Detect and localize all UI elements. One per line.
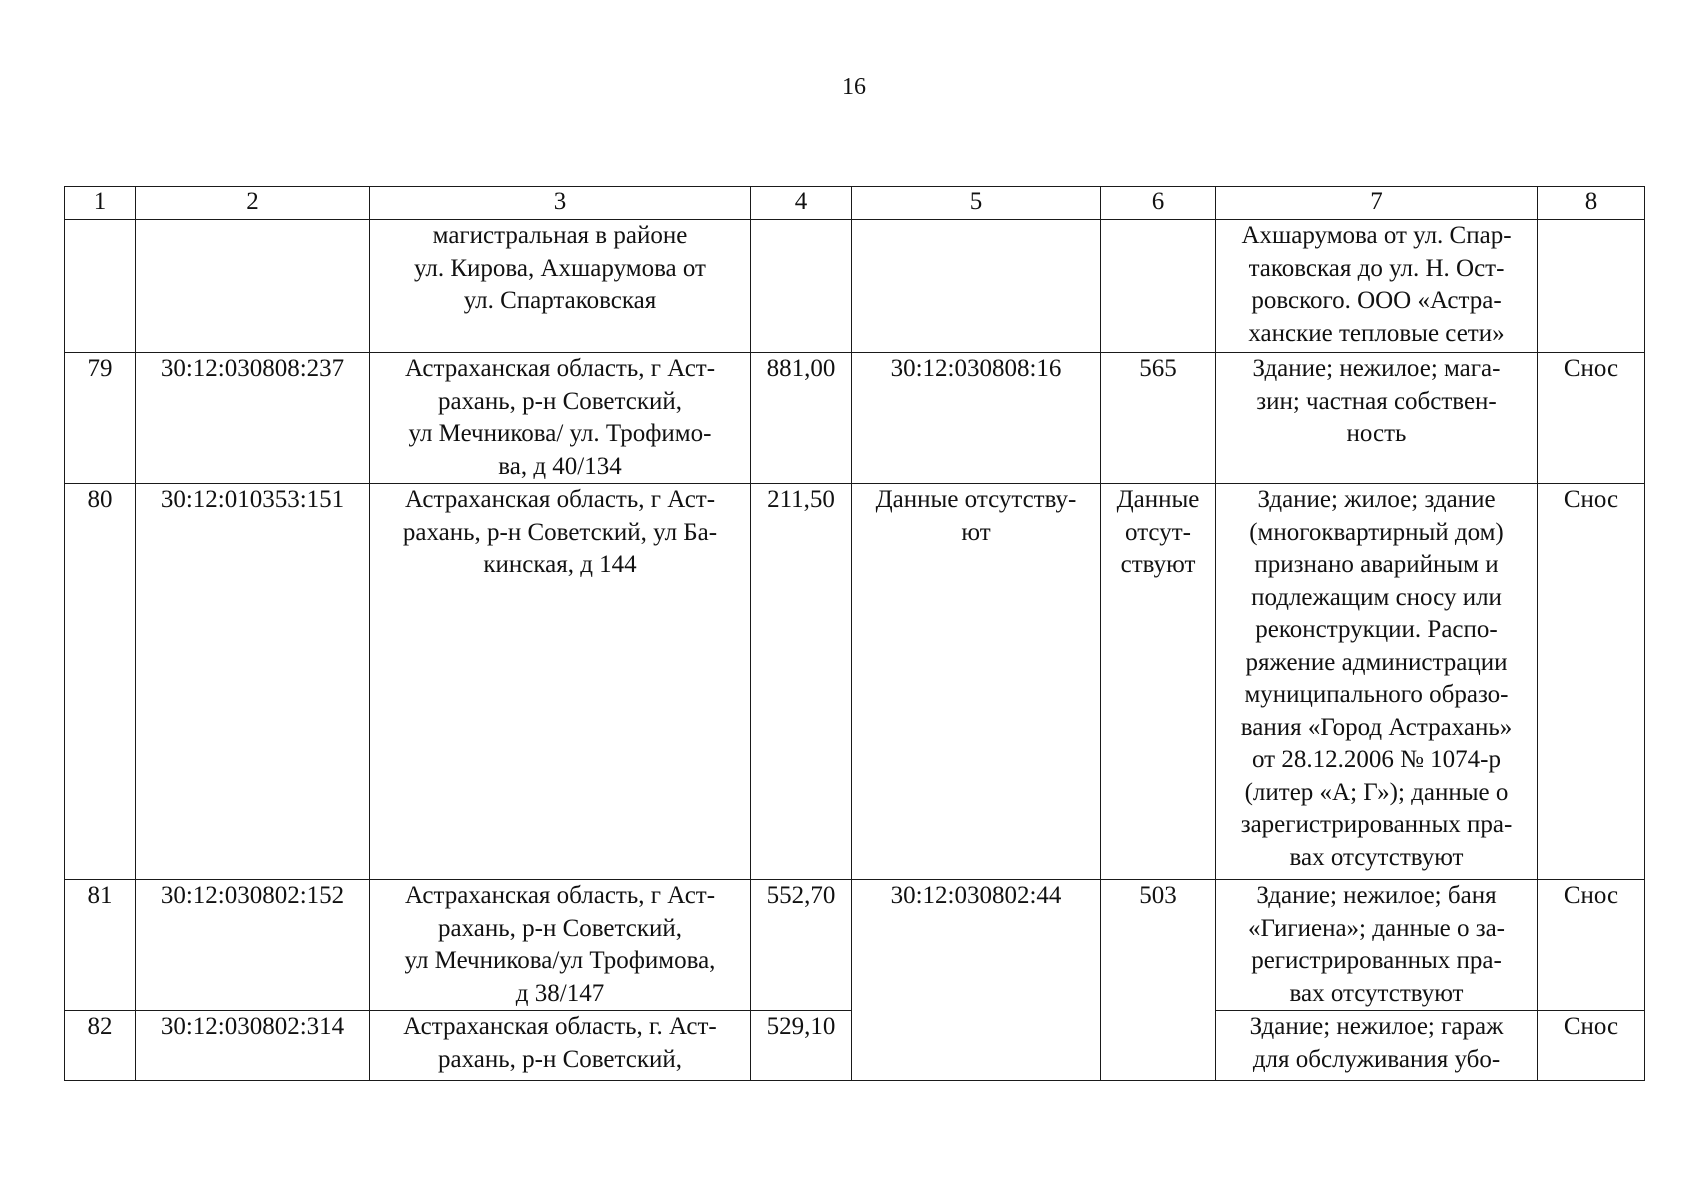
address-cell: Астраханская область, г Аст- рахань, р-н Советский, ул Мечникова/ул Трофимова, д 38/147 xyxy=(370,880,751,1011)
row-number: 81 xyxy=(65,880,136,1011)
column-number-6: 6 xyxy=(1101,187,1216,220)
continuation-row xyxy=(65,220,1645,353)
cadastral-number: 30:12:030802:152 xyxy=(136,880,370,1011)
column-number-2: 2 xyxy=(136,187,370,220)
action-cell: Снос xyxy=(1538,1011,1645,1081)
page-number: 16 xyxy=(842,74,866,100)
address-cell: Астраханская область, г Аст- рахань, р-н Советский, ул Ба- кинская, д 144 xyxy=(370,484,751,880)
column-number-3: 3 xyxy=(370,187,751,220)
table-row xyxy=(65,880,1645,1011)
registry-table xyxy=(64,186,1645,1081)
description-cell: Здание; нежилое; мага- зин; частная собствен- ность xyxy=(1216,353,1538,484)
area-cell: 881,00 xyxy=(751,353,852,484)
action-cell: Снос xyxy=(1538,484,1645,880)
row-number: 80 xyxy=(65,484,136,880)
row-number: 79 xyxy=(65,353,136,484)
land-area-cell: 565 xyxy=(1101,353,1216,484)
continuation-cell-2 xyxy=(136,220,370,353)
description-cell: Здание; жилое; здание (многоквартирный дом) признано аварийным и подлежащим сносу или реконструкции. Распо- ряжение администрации муниципального образо- вания «Город Астрахань» от 28.12.2006 № 1074-р (литер «А; Г»); данные о зарегистрированных пра- вах отсутствуют xyxy=(1216,484,1538,880)
continuation-cell-4 xyxy=(751,220,852,353)
table-row xyxy=(65,484,1645,880)
land-cadastral-cell: 30:12:030808:16 xyxy=(852,353,1101,484)
row-number: 82 xyxy=(65,1011,136,1081)
continuation-cell-8 xyxy=(1538,220,1645,353)
address-cell: Астраханская область, г Аст- рахань, р-н Советский, ул Мечникова/ ул. Трофимо- ва, д 40/134 xyxy=(370,353,751,484)
continuation-cell-1 xyxy=(65,220,136,353)
land-area-cell: 503 xyxy=(1101,880,1216,1081)
land-area-cell: Данные отсут- ствуют xyxy=(1101,484,1216,880)
column-number-row xyxy=(65,187,1645,220)
continuation-address: магистральная в районе ул. Кирова, Ахшарумова от ул. Спартаковская xyxy=(370,220,751,353)
land-cadastral-cell: Данные отсутству- ют xyxy=(852,484,1101,880)
address-cell: Астраханская область, г. Аст- рахань, р-н Советский, xyxy=(370,1011,751,1081)
column-number-7: 7 xyxy=(1216,187,1538,220)
continuation-cell-5 xyxy=(852,220,1101,353)
cadastral-number: 30:12:030802:314 xyxy=(136,1011,370,1081)
action-cell: Снос xyxy=(1538,880,1645,1011)
continuation-cell-6 xyxy=(1101,220,1216,353)
area-cell: 529,10 xyxy=(751,1011,852,1081)
cadastral-number: 30:12:010353:151 xyxy=(136,484,370,880)
area-cell: 552,70 xyxy=(751,880,852,1011)
table-row xyxy=(65,353,1645,484)
area-cell: 211,50 xyxy=(751,484,852,880)
column-number-8: 8 xyxy=(1538,187,1645,220)
description-cell: Здание; нежилое; гараж для обслуживания убо- xyxy=(1216,1011,1538,1081)
continuation-description: Ахшарумова от ул. Спар- таковская до ул. Н. Ост- ровского. ООО «Астра- ханские тепловые сети» xyxy=(1216,220,1538,353)
column-number-1: 1 xyxy=(65,187,136,220)
column-number-5: 5 xyxy=(852,187,1101,220)
action-cell: Снос xyxy=(1538,353,1645,484)
description-cell: Здание; нежилое; баня «Гигиена»; данные о за- регистрированных пра- вах отсутствуют xyxy=(1216,880,1538,1011)
land-cadastral-cell: 30:12:030802:44 xyxy=(852,880,1101,1081)
column-number-4: 4 xyxy=(751,187,852,220)
cadastral-number: 30:12:030808:237 xyxy=(136,353,370,484)
